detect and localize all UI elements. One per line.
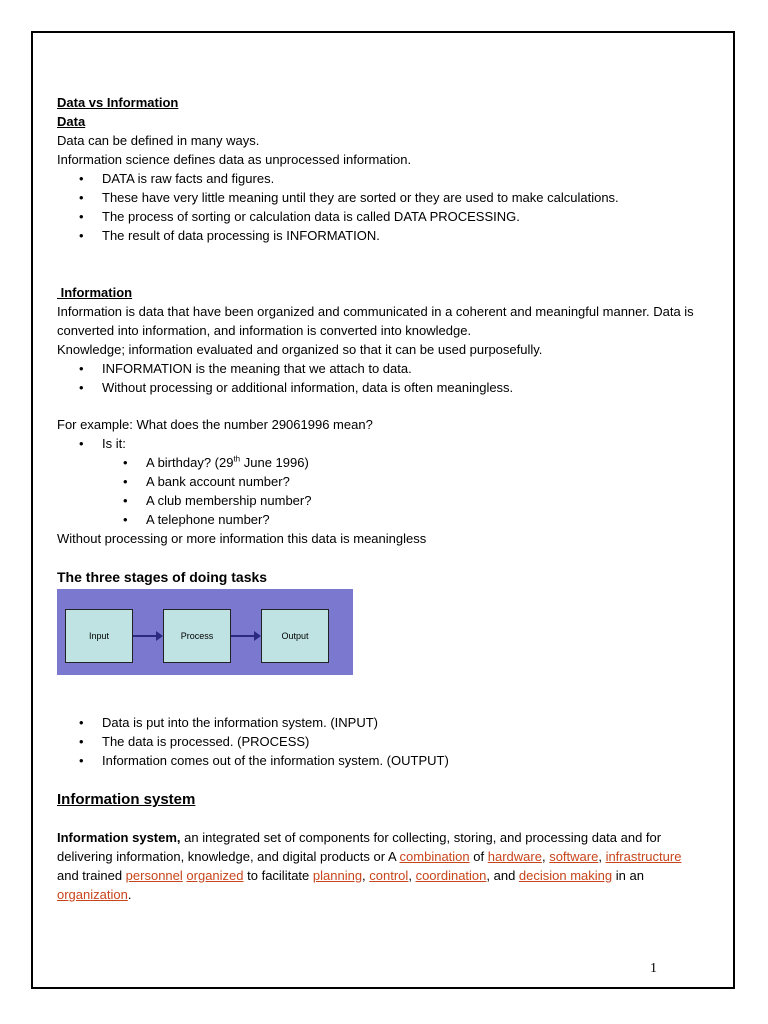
list-item: • INFORMATION is the meaning that we attach to data.: [57, 359, 697, 378]
data-heading: Data: [57, 114, 86, 129]
link-organization[interactable]: organization: [57, 887, 128, 902]
link-coordination[interactable]: coordination: [415, 868, 487, 883]
knowledge-paragraph: Knowledge; information evaluated and organized so that it can be used purposefully.: [57, 342, 543, 357]
link-personnel[interactable]: personnel: [125, 868, 183, 883]
input-process-output-diagram: [57, 589, 353, 675]
diagram-box-output: Output: [261, 609, 329, 663]
list-item: • Is it:: [57, 434, 697, 453]
page-number: 1: [650, 961, 657, 976]
list-item: • Without processing or additional information, data is often meaningless.: [57, 378, 697, 397]
information-paragraph: Information is data that have been organized and communicated in a coherent and meaningful manner. Data is converted into information, and information is converted into knowledge.: [57, 304, 694, 338]
data-line-1: Data can be defined in many ways.: [57, 133, 260, 148]
example-conclusion: Without processing or more information this data is meaningless: [57, 531, 427, 546]
link-control[interactable]: control: [369, 868, 409, 883]
stages-bullet-list: [57, 713, 697, 770]
information-heading: Information: [57, 285, 133, 300]
list-item: • Data is put into the information system. (INPUT): [57, 713, 697, 732]
list-item: • Information comes out of the information system. (OUTPUT): [57, 751, 697, 770]
list-item: • DATA is raw facts and figures.: [57, 169, 697, 188]
document-title: Data vs Information: [57, 95, 179, 110]
information-system-heading: Information system: [57, 791, 196, 808]
list-item: • A club membership number?: [57, 491, 697, 510]
link-combination[interactable]: combination: [399, 849, 470, 864]
arrow-icon: [133, 635, 161, 637]
example-list: [57, 434, 697, 529]
diagram-box-input: Input: [65, 609, 133, 663]
list-item-birthday: • A birthday? (29th June 1996): [57, 453, 697, 472]
arrow-icon: [231, 635, 259, 637]
link-planning[interactable]: planning: [312, 868, 363, 883]
data-bullet-list: [57, 169, 697, 245]
information-bullet-list: [57, 359, 697, 397]
list-item: • The process of sorting or calculation data is called DATA PROCESSING.: [57, 207, 697, 226]
list-item: • The result of data processing is INFORMATION.: [57, 226, 697, 245]
link-software[interactable]: software: [549, 849, 599, 864]
example-question: For example: What does the number 29061996 mean?: [57, 417, 373, 432]
list-item: • A telephone number?: [57, 510, 697, 529]
information-system-paragraph: Information system, an integrated set of components for collecting, storing, and processing data and for delivering information, knowledge, and digital products or A combination of hardware, software, infrastructure and trained personnel organized to facilitate planning, control, coordination, and decision making in an organization.: [57, 830, 682, 902]
document-page: [31, 31, 735, 989]
link-hardware[interactable]: hardware: [487, 849, 542, 864]
list-item: • These have very little meaning until they are sorted or they are used to make calculations.: [57, 188, 697, 207]
link-organized[interactable]: organized: [186, 868, 244, 883]
document-body: [57, 93, 697, 904]
list-item: • A bank account number?: [57, 472, 697, 491]
list-item: • The data is processed. (PROCESS): [57, 732, 697, 751]
data-line-2: Information science defines data as unprocessed information.: [57, 152, 412, 167]
diagram-box-process: Process: [163, 609, 231, 663]
link-decision-making[interactable]: decision making: [518, 868, 613, 883]
link-infrastructure[interactable]: infrastructure: [605, 849, 682, 864]
stages-heading: The three stages of doing tasks: [57, 569, 268, 585]
